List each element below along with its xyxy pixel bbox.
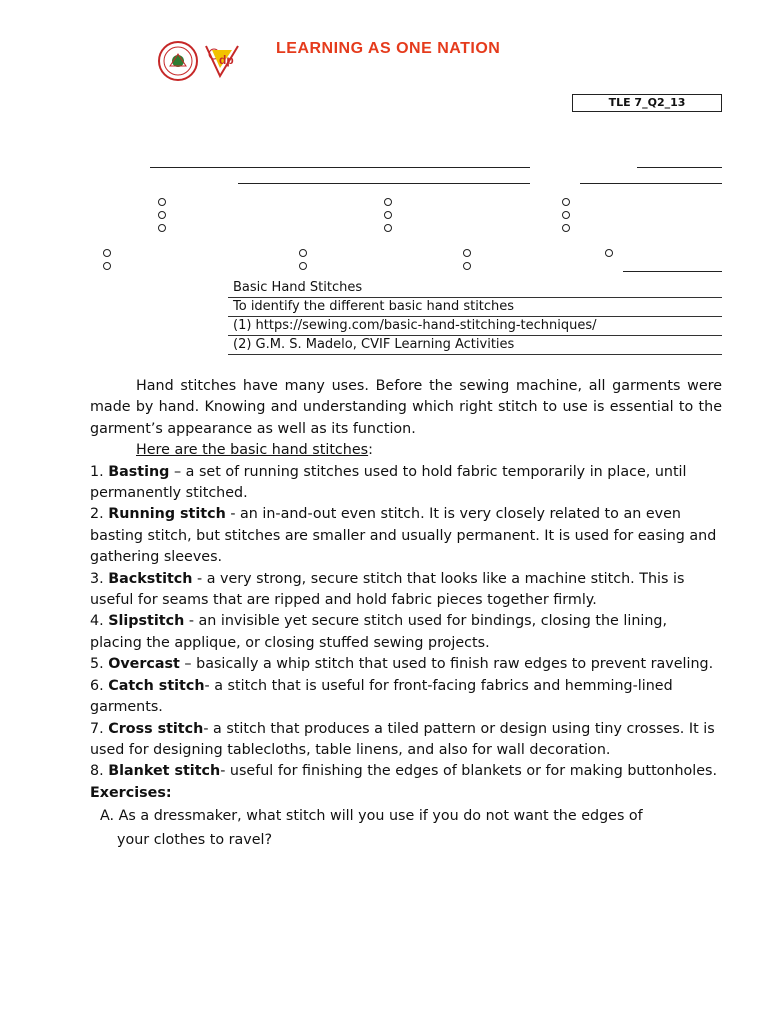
form-line <box>238 183 530 184</box>
option-circle[interactable] <box>562 211 570 219</box>
option-circle[interactable] <box>384 211 392 219</box>
option-circle[interactable] <box>384 198 392 206</box>
stitch-item-running <box>90 504 722 568</box>
intro-lead-colon: : <box>368 442 373 459</box>
stitch-desc: - an invisible yet secure stitch used for bindings, closing the lining, placing the applique, or closing stuffed sewing projects. <box>90 613 668 651</box>
option-circle[interactable] <box>158 224 166 232</box>
exercise-text-line-2: your clothes to ravel? <box>117 832 273 849</box>
option-circle[interactable] <box>299 249 307 257</box>
option-circle[interactable] <box>299 262 307 270</box>
stitch-desc: - a stitch that is useful for front-facing fabrics and hemming-lined garments. <box>90 677 673 716</box>
stitch-number: 5. <box>90 656 104 673</box>
stitch-desc: - an in-and-out even stitch. It is very closely related to an even basting stitch, but stitches are smaller and usually permanent. It is used for easing and gathering sleeves. <box>90 506 717 566</box>
stitch-term: Blanket stitch <box>108 763 221 780</box>
svg-text:dp: dp <box>219 53 234 67</box>
stitch-item-blanket <box>90 761 722 782</box>
stitch-desc: - useful for finishing the edges of blankets or for making buttonholes. <box>220 763 718 780</box>
intro-lead <box>90 440 722 461</box>
meta-reference-1: (1) https://sewing.com/basic-hand-stitching-techniques/ <box>233 318 597 333</box>
stitch-item-overcast <box>90 654 722 675</box>
module-code: TLE 7_Q2_13 <box>572 94 722 112</box>
exercise-question-a <box>90 804 722 852</box>
form-line <box>623 271 722 272</box>
stitch-number: 3. <box>90 570 104 587</box>
intro-lead-text: Here are the basic hand stitches <box>136 442 369 459</box>
form-line <box>637 167 722 168</box>
stitch-term: Slipstitch <box>108 613 185 630</box>
meta-lesson-title: Basic Hand Stitches <box>233 280 363 295</box>
stitch-term: Catch stitch <box>108 677 205 694</box>
meta-divider <box>228 354 722 355</box>
header-title: LEARNING AS ONE NATION <box>276 40 501 57</box>
option-circle[interactable] <box>384 224 392 232</box>
exercise-label: A. <box>100 808 115 825</box>
meta-reference-2: (2) G.M. S. Madelo, CVIF Learning Activities <box>233 337 515 352</box>
stitch-number: 2. <box>90 506 104 523</box>
exercises-heading: Exercises: <box>90 784 172 801</box>
option-circle[interactable] <box>463 262 471 270</box>
option-circle[interactable] <box>562 198 570 206</box>
stitch-term: Basting <box>108 463 170 480</box>
form-line <box>580 183 722 184</box>
stitch-term: Overcast <box>108 656 180 673</box>
option-circle[interactable] <box>605 249 613 257</box>
lesson-body <box>90 376 722 852</box>
option-circle[interactable] <box>463 249 471 257</box>
option-circle[interactable] <box>103 262 111 270</box>
stitch-item-basting <box>90 462 722 505</box>
stitch-desc: - a stitch that produces a tiled pattern or design using tiny crosses. It is used for designing tablecloths, table linens, and also for wall decoration. <box>90 720 715 758</box>
stitch-desc: – a set of running stitches used to hold fabric temporarily in place, until permanently stitched. <box>90 463 687 502</box>
stitch-number: 6. <box>90 677 104 694</box>
form-line <box>150 167 530 168</box>
intro-paragraph: Hand stitches have many uses. Before the sewing machine, all garments were made by hand. Knowing and understanding which right stitch to use is essential to the garment’s appearance as well as its function. <box>90 378 722 437</box>
stitch-term: Running stitch <box>108 506 226 523</box>
stitch-desc: – basically a whip stitch that used to finish raw edges to prevent raveling. <box>179 656 714 673</box>
stitch-number: 4. <box>90 613 104 630</box>
option-circle[interactable] <box>103 249 111 257</box>
stitch-desc: - a very strong, secure stitch that looks like a machine stitch. This is useful for seams that are ripped and hold fabric pieces together firmly. <box>90 570 685 609</box>
deped-seal-icon <box>156 40 252 82</box>
option-circle[interactable] <box>562 224 570 232</box>
meta-objective: To identify the different basic hand stitches <box>233 299 515 314</box>
exercise-text-line-1: As a dressmaker, what stitch will you use if you do not want the edges of <box>118 808 643 825</box>
stitch-term: Cross stitch <box>108 720 204 737</box>
option-circle[interactable] <box>158 198 166 206</box>
stitch-number: 8. <box>90 763 104 780</box>
option-circle[interactable] <box>158 211 166 219</box>
stitch-term: Backstitch <box>108 570 193 587</box>
stitch-item-cross <box>90 719 722 762</box>
stitch-number: 1. <box>90 463 104 480</box>
stitch-item-backstitch <box>90 569 722 612</box>
stitch-item-catch <box>90 676 722 719</box>
stitch-item-slipstitch <box>90 611 722 654</box>
school-logos <box>156 40 252 82</box>
stitch-number: 7. <box>90 720 104 737</box>
